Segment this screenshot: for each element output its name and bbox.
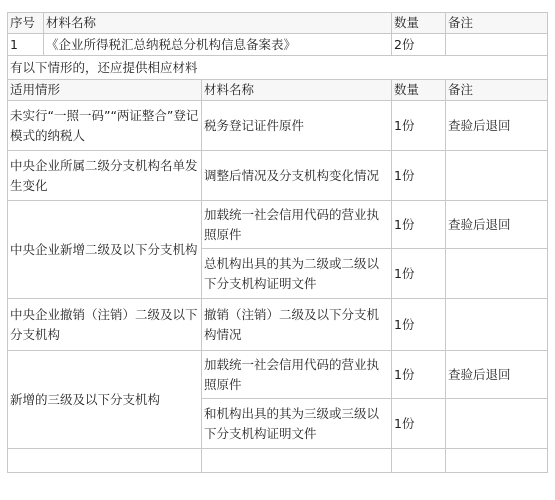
- situation-cell: 中央企业撤销（注销）二级及以下分支机构: [8, 299, 202, 351]
- header-material: 材料名称: [44, 13, 392, 34]
- banner-row: [8, 56, 548, 80]
- qty-cell: 1份: [392, 101, 446, 151]
- situation-cell: 未实行“一照一码”“两证整合”登记模式的纳税人: [8, 101, 202, 151]
- header-note: 备注: [446, 13, 548, 34]
- material-cell: 和机构出具的其为三级或三级以下分支机构证明文件: [202, 399, 392, 449]
- qty-cell: [392, 449, 446, 473]
- material-cell: 加载统一社会信用代码的营业执照原件: [202, 351, 392, 399]
- row1-no: 1: [8, 34, 44, 56]
- banner-text: 有以下情形的，还应提供相应材料: [8, 56, 548, 80]
- header-no: 序号: [8, 13, 44, 34]
- table-row: [8, 351, 548, 399]
- situation-cell: [8, 449, 202, 473]
- material-cell: 税务登记证件原件: [202, 101, 392, 151]
- table-row: [8, 201, 548, 249]
- qty-cell: 1份: [392, 399, 446, 449]
- table-row: [8, 151, 548, 201]
- material-cell: [202, 449, 392, 473]
- qty-cell: 1份: [392, 299, 446, 351]
- table-row: [8, 34, 548, 56]
- materials-table: [7, 12, 548, 473]
- table-row: [8, 299, 548, 351]
- material-cell: 总机构出具的其为二级或二级以下分支机构证明文件: [202, 249, 392, 299]
- header2-material: 材料名称: [202, 80, 392, 101]
- row1-material: 《企业所得税汇总纳税总分机构信息备案表》: [44, 34, 392, 56]
- qty-cell: 1份: [392, 201, 446, 249]
- material-cell: 加载统一社会信用代码的营业执照原件: [202, 201, 392, 249]
- table-header-row: [8, 13, 548, 34]
- header2-qty: 数量: [392, 80, 446, 101]
- row1-note: [446, 34, 548, 56]
- qty-cell: 1份: [392, 351, 446, 399]
- situation-cell: 中央企业新增二级及以下分支机构: [8, 201, 202, 299]
- table-header-row-2: [8, 80, 548, 101]
- qty-cell: 1份: [392, 151, 446, 201]
- note-cell: [446, 151, 548, 201]
- note-cell: [446, 399, 548, 449]
- note-cell: 查验后退回: [446, 201, 548, 249]
- qty-cell: 1份: [392, 249, 446, 299]
- header2-situation: 适用情形: [8, 80, 202, 101]
- note-cell: 查验后退回: [446, 351, 548, 399]
- note-cell: [446, 249, 548, 299]
- situation-cell: 新增的三级及以下分支机构: [8, 351, 202, 449]
- material-cell: 调整后情况及分支机构变化情况: [202, 151, 392, 201]
- header2-note: 备注: [446, 80, 548, 101]
- row1-qty: 2份: [392, 34, 446, 56]
- situation-cell: 中央企业所属二级分支机构名单发生变化: [8, 151, 202, 201]
- material-cell: 撤销（注销）二级及以下分支机构情况: [202, 299, 392, 351]
- note-cell: 查验后退回: [446, 101, 548, 151]
- table-row-empty: [8, 449, 548, 473]
- note-cell: [446, 449, 548, 473]
- table-row: [8, 101, 548, 151]
- header-qty: 数量: [392, 13, 446, 34]
- note-cell: [446, 299, 548, 351]
